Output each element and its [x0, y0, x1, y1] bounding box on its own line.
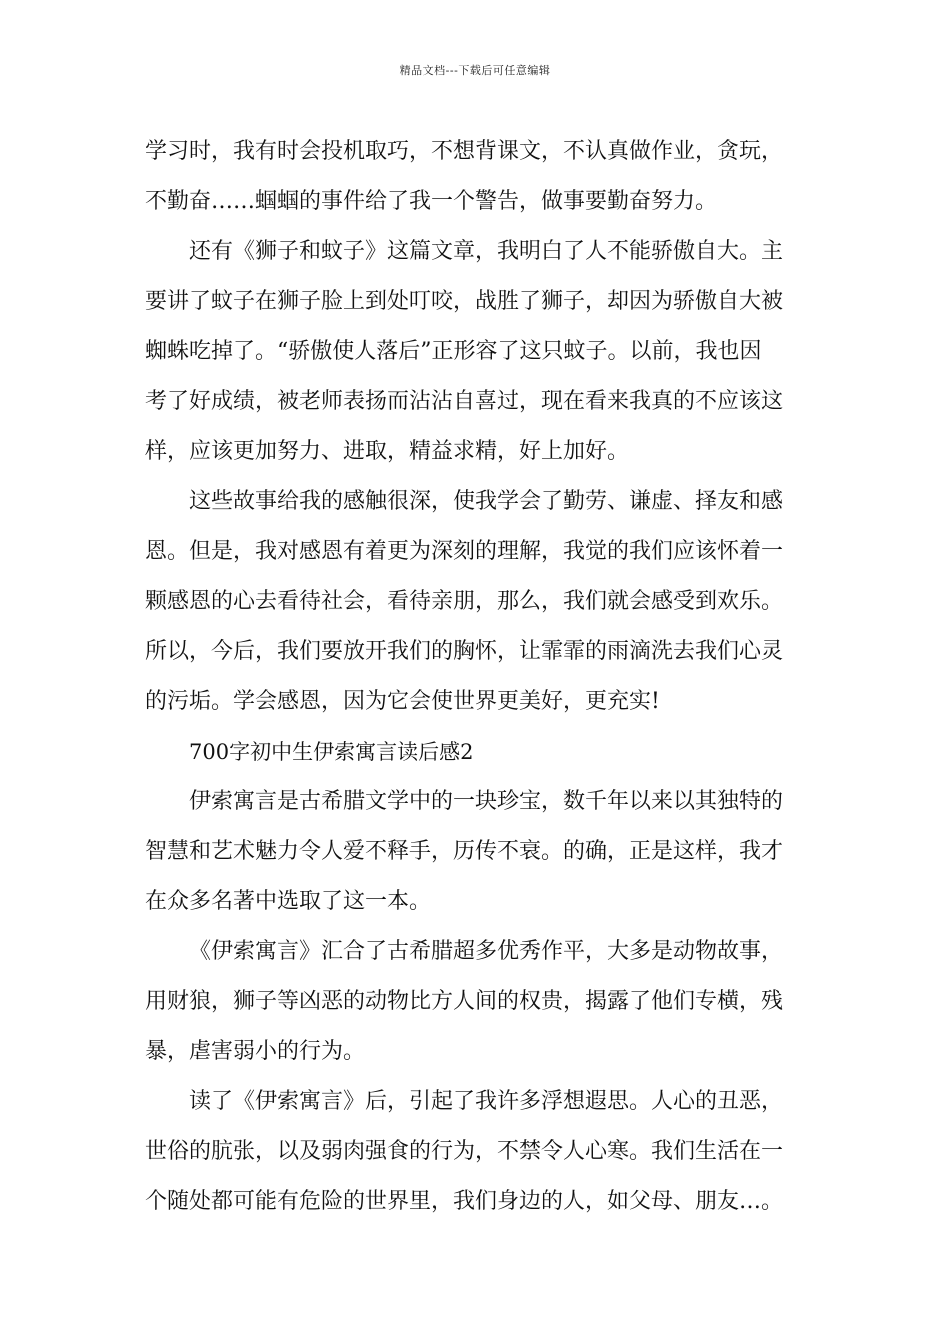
- body-line: 个随处都可能有危险的世界里，我们身边的人，如父母、朋友…。: [145, 1189, 784, 1214]
- body-line: 学习时，我有时会投机取巧，不想背课文，不认真做作业，贪玩，: [145, 139, 784, 164]
- paragraph-start-line: 还有《狮子和蚊子》这篇文章，我明白了人不能骄傲自大。主: [189, 239, 784, 264]
- document-body: [145, 127, 807, 1227]
- body-line: 暴，虐害弱小的行为。: [145, 1039, 366, 1064]
- page-header: 精品文档---下载后可任意编辑: [399, 64, 551, 77]
- body-line: 样，应该更加努力、进取，精益求精，好上加好。: [145, 439, 630, 464]
- body-line: 的污垢。学会感恩，因为它会使世界更美好，更充实!: [145, 689, 660, 714]
- body-line: 不勤奋……蝈蝈的事件给了我一个警告，做事要勤奋努力。: [145, 189, 718, 214]
- body-line: 恩。但是，我对感恩有着更为深刻的理解，我觉的我们应该怀着一: [145, 539, 784, 564]
- body-line: 智慧和艺术魅力令人爱不释手，历传不衰。的确，正是这样，我才: [145, 839, 784, 864]
- paragraph-start-line: 读了《伊索寓言》后，引起了我许多浮想遐思。人心的丑恶，: [189, 1089, 784, 1114]
- body-line: 用财狼，狮子等凶恶的动物比方人间的权贵，揭露了他们专横，残: [145, 989, 784, 1014]
- body-line: 所以，今后，我们要放开我们的胸怀，让霏霏的雨滴洗去我们心灵: [145, 639, 784, 664]
- paragraph-start-line: 这些故事给我的感触很深，使我学会了勤劳、谦虚、择友和感: [189, 489, 784, 514]
- paragraph-start-line: 伊索寓言是古希腊文学中的一块珍宝，数千年以来以其独特的: [189, 789, 784, 814]
- body-line: 在众多名著中选取了这一本。: [145, 889, 432, 914]
- paragraph-start-line: 《伊索寓言》汇合了古希腊超多优秀作平，大多是动物故事，: [189, 939, 784, 964]
- body-line: 颗感恩的心去看待社会，看待亲朋，那么，我们就会感受到欢乐。: [145, 589, 784, 614]
- body-line: 要讲了蚊子在狮子脸上到处叮咬，战胜了狮子，却因为骄傲自大被: [145, 289, 784, 314]
- body-line: 考了好成绩，被老师表扬而沾沾自喜过，现在看来我真的不应该这: [145, 389, 784, 414]
- section-heading: 700字初中生伊索寓言读后感2: [189, 740, 474, 764]
- body-line: 世俗的肮张，以及弱肉强食的行为，不禁令人心寒。我们生活在一: [145, 1139, 784, 1164]
- body-line: 蜘蛛吃掉了。“骄傲使人落后”正形容了这只蚊子。以前，我也因: [145, 339, 762, 364]
